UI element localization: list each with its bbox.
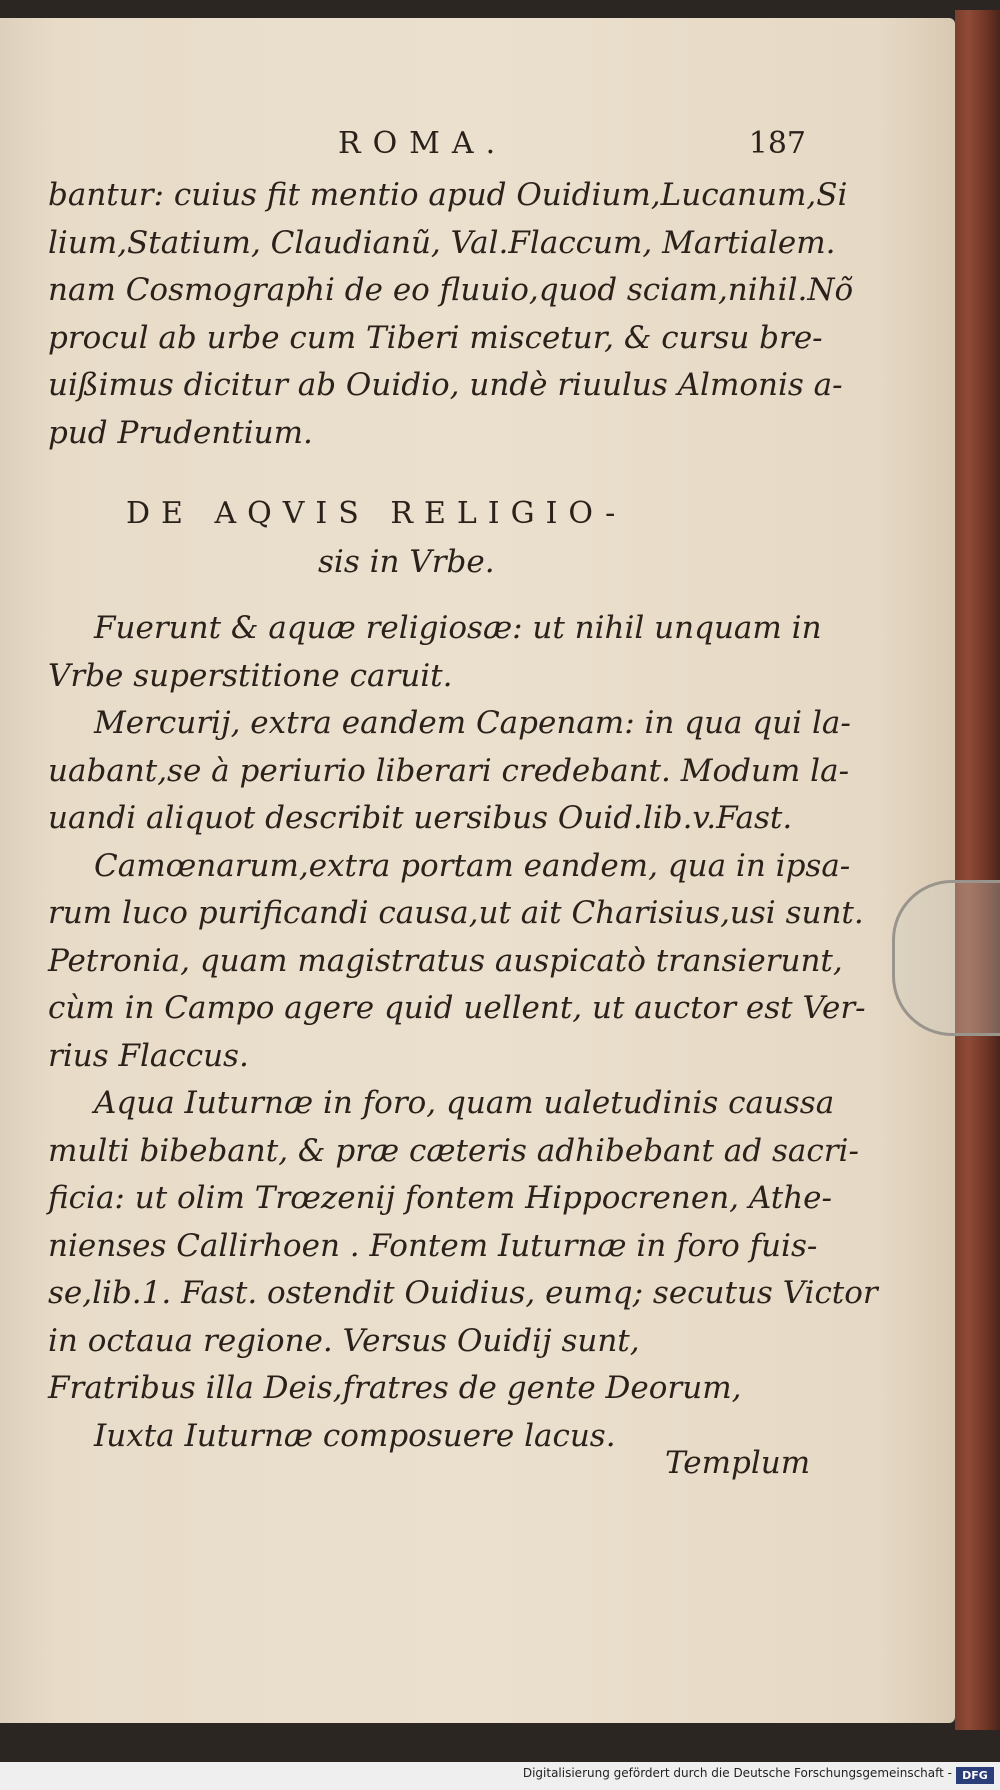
section-heading: DE AQVIS RELIGIO- (126, 496, 627, 531)
funding-credit: Digitalisierung gefördert durch die Deutsche Forschungsgemeinschaft - (522, 1766, 952, 1780)
book-edge (955, 10, 1000, 1730)
text-line: nam Cosmographi de eo fluuio,quod sciam,nihil.Nõ (48, 272, 854, 308)
text-line: procul ab urbe cum Tiberi miscetur, & cursu bre- (48, 319, 823, 356)
page-number: 187 (748, 126, 806, 161)
text-line: bantur: cuius fit mentio apud Ouidium,Lucanum,Si (48, 177, 848, 213)
paragraph-1 (48, 172, 854, 457)
page-header (48, 120, 818, 172)
paragraph-4 (48, 843, 866, 1081)
verse-line: Fratribus illa Deis,fratres de gente Deorum, (48, 1370, 742, 1406)
running-head: ROMA. (338, 126, 508, 161)
digitization-footer (0, 1762, 1000, 1790)
text-line: uandi aliquot describit uersibus Ouid.lib.v.Fast. (48, 800, 793, 836)
paragraph-5 (48, 1080, 878, 1365)
text-line: pud Prudentium. (48, 414, 313, 451)
text-line: in octaua regione. Versus Ouidij sunt, (48, 1322, 640, 1359)
text-line: rius Flaccus. (48, 1037, 249, 1074)
dfg-logo-icon: DFG (956, 1767, 994, 1784)
text-line: rum luco purificandi causa,ut ait Charisius,usi sunt. (48, 895, 864, 931)
verse-line: Iuxta Iuturnæ composuere lacus. (94, 1417, 616, 1454)
text-line: Mercurij, extra eandem Capenam: in qua qui la- (94, 705, 851, 741)
text-line: ficia: ut olim Trœzenij fontem Hippocrenen, Athe- (48, 1180, 832, 1216)
paragraph-2 (48, 605, 822, 700)
text-line: nienses Callirhoen . Fontem Iuturnæ in foro fuis- (48, 1227, 818, 1264)
text-line: Fuerunt & aquæ religiosæ: ut nihil unquam in (94, 610, 822, 646)
catchword: Templum (665, 1445, 811, 1481)
text-line: cùm in Campo agere quid uellent, ut auctor est Ver- (48, 990, 866, 1026)
text-line: uabant,se à periurio liberari credebant. Modum la- (48, 752, 850, 789)
text-line: Vrbe superstitione caruit. (48, 657, 453, 694)
section-heading-continued: sis in Vrbe. (318, 544, 495, 580)
page-text (48, 120, 878, 1460)
text-line: lium,Statium, Claudianũ, Val.Flaccum, Martialem. (48, 224, 836, 261)
text-line: Aqua Iuturnæ in foro, quam ualetudinis caussa (94, 1085, 835, 1121)
paragraph-3 (48, 700, 851, 843)
text-line: se,lib.1. Fast. ostendit Ouidius, eumq; secutus Victor (48, 1275, 878, 1311)
text-line: Petronia, quam magistratus auspicatò transierunt, (48, 942, 843, 979)
text-line: Camœnarum,extra portam eandem, qua in ipsa- (94, 847, 851, 884)
text-line: uißimus dicitur ab Ouidio, undè riuulus Almonis a- (48, 367, 843, 403)
text-line: multi bibebant, & præ cæteris adhibebant ad sacri- (48, 1132, 859, 1169)
bookmark-clip (892, 880, 1000, 1036)
